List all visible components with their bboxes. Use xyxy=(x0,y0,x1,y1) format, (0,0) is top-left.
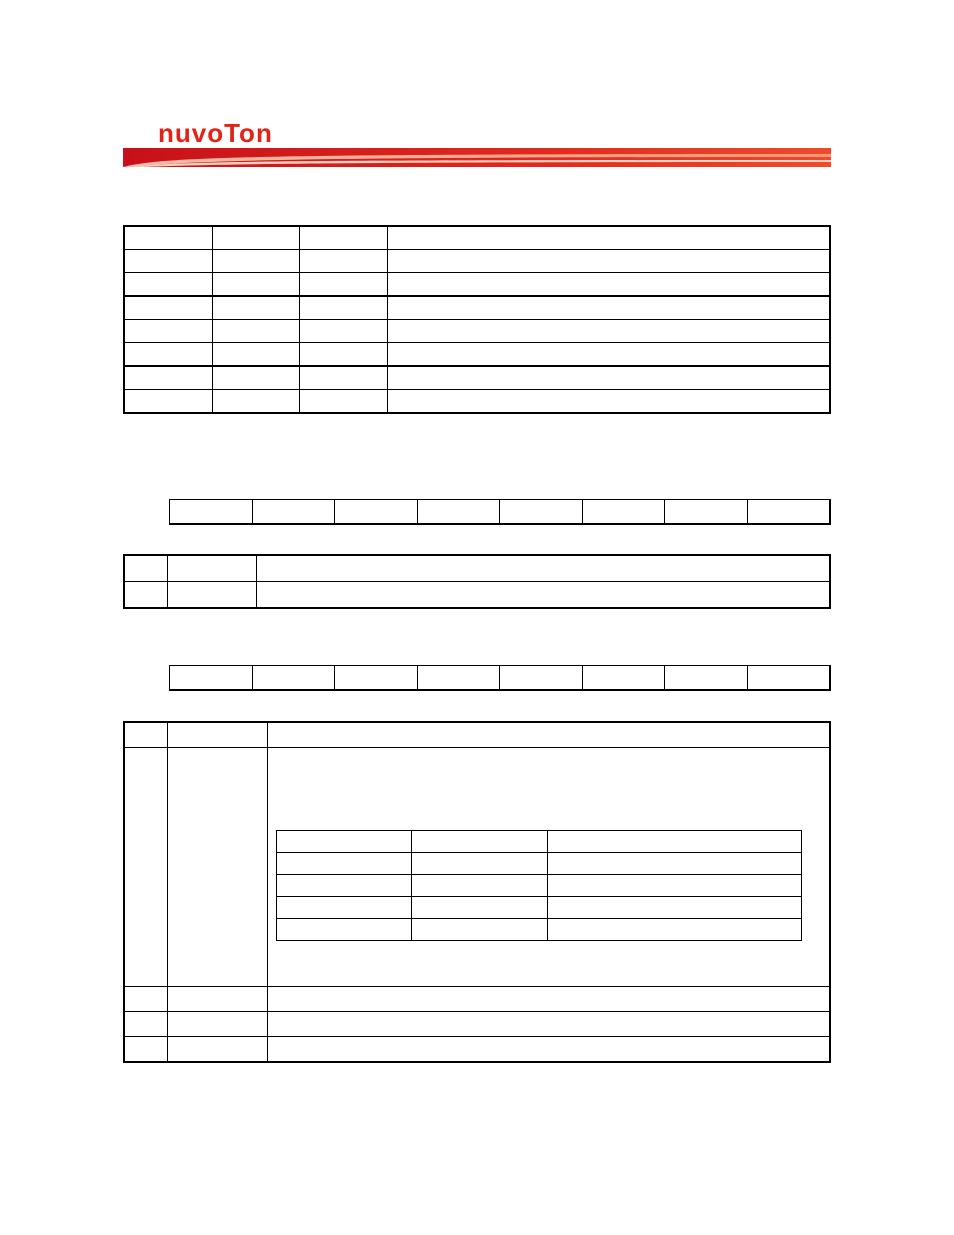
table-row xyxy=(124,1012,830,1037)
bit-field-table xyxy=(123,721,831,1063)
table-row xyxy=(124,273,830,297)
table-row xyxy=(124,582,830,609)
table-row xyxy=(276,919,801,941)
table-row xyxy=(124,250,830,273)
table-row xyxy=(124,555,830,582)
table-row xyxy=(124,748,830,987)
nested-value-table xyxy=(276,830,802,941)
bit-map-table xyxy=(169,499,831,525)
table-row xyxy=(124,320,830,343)
nuvoton-logo xyxy=(158,121,324,145)
table-row xyxy=(124,226,830,250)
bit-map-table xyxy=(169,665,831,691)
table-row xyxy=(124,987,830,1012)
table-row xyxy=(276,875,801,897)
header-banner xyxy=(123,148,831,167)
table-row xyxy=(124,296,830,320)
table-row xyxy=(170,500,831,525)
svg-text:nuvoTon: nuvoTon xyxy=(158,121,273,145)
table-row xyxy=(276,831,801,853)
table-row xyxy=(276,853,801,875)
table-row xyxy=(276,897,801,919)
table-row xyxy=(124,366,830,390)
table-row xyxy=(124,1037,830,1063)
table-row xyxy=(170,666,831,691)
table-row xyxy=(124,390,830,414)
bit-field-table xyxy=(123,554,831,609)
table-row xyxy=(124,722,830,748)
table-row xyxy=(124,343,830,367)
register-table xyxy=(123,225,831,414)
